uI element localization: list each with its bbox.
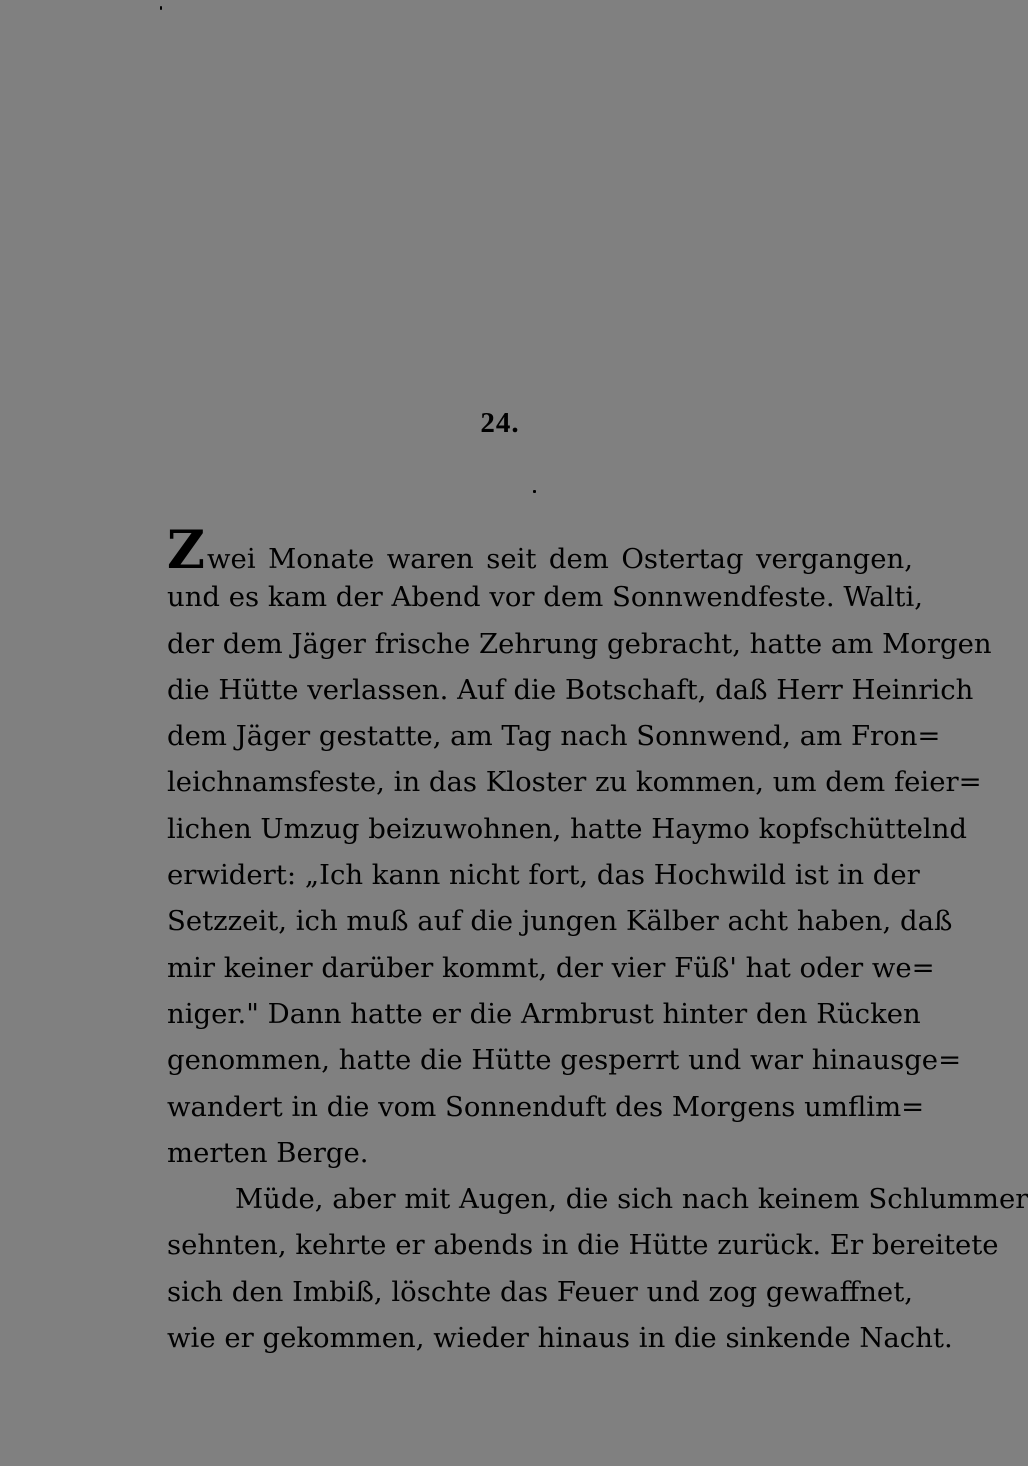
text-line: erwidert: „Ich kann nicht fort, das Hochwild ist in der [167, 859, 920, 892]
drop-cap: Z [167, 520, 205, 581]
print-speck [160, 6, 162, 10]
text-line: Setzzeit, ich muß auf die jungen Kälber acht haben, daß [167, 905, 953, 938]
print-speck [533, 490, 536, 493]
text-line: dem Jäger gestatte, am Tag nach Sonnwend, am Fron= [167, 720, 941, 753]
body-text [167, 520, 1028, 1361]
text-line: genommen, hatte die Hütte gesperrt und war hinausge= [167, 1044, 962, 1077]
chapter-number: 24. [480, 407, 520, 439]
text-line: lichen Umzug beizuwohnen, hatte Haymo kopfschüttelnd [167, 812, 968, 845]
text-line: und es kam der Abend vor dem Sonnwendfeste. Walti, [167, 581, 923, 614]
text-line: wandert in die vom Sonnenduft des Morgens umflim= [167, 1090, 925, 1123]
text-line: wie er gekommen, wieder hinaus in die sinkende Nacht. [167, 1322, 953, 1355]
text-line: sich den Imbiß, löschte das Feuer und zog gewaffnet, [167, 1275, 913, 1308]
text-line: wei Monate waren seit dem Ostertag vergangen, [207, 543, 913, 575]
text-line: die Hütte verlassen. Auf die Botschaft, daß Herr Heinrich [167, 673, 974, 706]
text-line: mir keiner darüber kommt, der vier Füß' hat oder we= [167, 951, 935, 984]
text-line: merten Berge. [167, 1136, 369, 1169]
text-line: sehnten, kehrte er abends in die Hütte zurück. Er bereitete [167, 1229, 999, 1262]
text-line: Müde, aber mit Augen, die sich nach keinem Schlummer [235, 1183, 1028, 1216]
text-line: leichnamsfeste, in das Kloster zu kommen, um dem feier= [167, 766, 982, 799]
text-line: der dem Jäger frische Zehrung gebracht, hatte am Morgen [167, 627, 992, 660]
text-line: niger." Dann hatte er die Armbrust hinter den Rücken [167, 997, 921, 1030]
paragraph-first-line [167, 520, 913, 581]
